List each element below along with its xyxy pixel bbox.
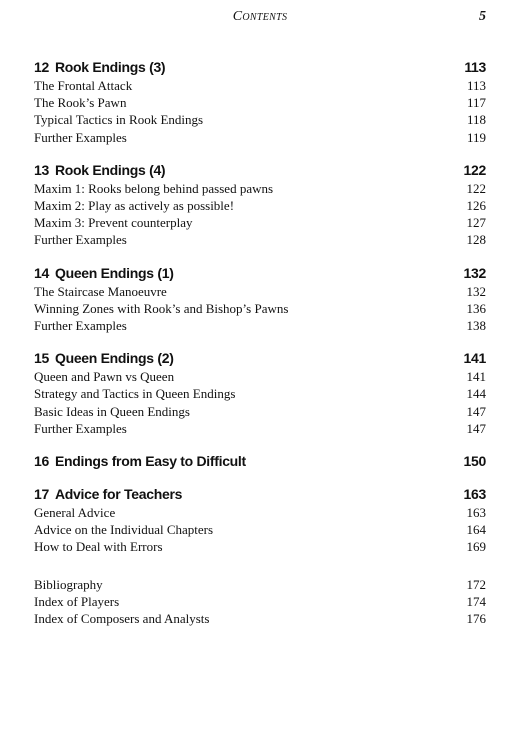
- chapter-page: 141: [463, 350, 486, 367]
- entry-title: Maxim 1: Rooks belong behind passed pawns: [34, 180, 274, 196]
- toc-entry[interactable]: [34, 77, 486, 94]
- entry-page: 132: [466, 283, 486, 299]
- running-header: [34, 9, 486, 29]
- entry-title: Index of Composers and Analysts: [34, 611, 210, 627]
- chapter-heading[interactable]: [34, 58, 486, 77]
- chapter-title: Advice for Teachers: [54, 486, 183, 503]
- toc-entry[interactable]: [34, 197, 486, 214]
- header-title: Contents: [232, 9, 288, 24]
- chapter-number: 13: [34, 161, 49, 178]
- chapter-heading[interactable]: [34, 161, 486, 180]
- header-page-number: 5: [479, 9, 486, 24]
- entry-page: 136: [466, 300, 486, 316]
- toc-entry[interactable]: [34, 504, 486, 521]
- entry-page: 126: [466, 198, 486, 214]
- entry-title: Further Examples: [34, 318, 127, 334]
- entry-title: General Advice: [34, 505, 116, 521]
- toc-chapter: [34, 58, 486, 146]
- entry-page: 141: [466, 369, 486, 385]
- entry-title: Maxim 3: Prevent counterplay: [34, 215, 193, 231]
- toc-chapter: [34, 161, 486, 249]
- entry-page: 113: [466, 78, 486, 93]
- entry-page: 147: [466, 420, 486, 436]
- entry-title: The Rook’s Pawn: [34, 95, 127, 111]
- chapter-heading[interactable]: [34, 485, 486, 504]
- chapter-page: 113: [464, 59, 486, 75]
- toc-chapter: [34, 349, 486, 437]
- toc-backmatter: [34, 576, 486, 628]
- toc-entry[interactable]: [34, 300, 486, 317]
- entry-title: Further Examples: [34, 420, 127, 436]
- toc-entry[interactable]: [34, 610, 486, 627]
- entry-page: 138: [466, 318, 486, 334]
- chapter-number: 16: [34, 453, 49, 470]
- chapter-title: Endings from Easy to Difficult: [54, 453, 246, 470]
- entry-page: 122: [466, 180, 486, 196]
- chapter-page: 122: [463, 161, 486, 178]
- entry-page: 172: [466, 576, 486, 592]
- toc-chapter: [34, 264, 486, 335]
- toc-entry[interactable]: [34, 420, 486, 437]
- toc-entry[interactable]: [34, 593, 486, 610]
- entry-page: 176: [466, 611, 486, 627]
- entry-title: Maxim 2: Play as actively as possible!: [34, 198, 235, 214]
- chapter-heading[interactable]: [34, 452, 486, 471]
- chapter-title: Queen Endings (2): [54, 350, 174, 367]
- toc-entry[interactable]: [34, 521, 486, 538]
- entry-page: 128: [466, 232, 486, 248]
- entry-title: How to Deal with Errors: [34, 539, 163, 555]
- chapter-title: Rook Endings (3): [54, 59, 166, 75]
- entry-title: Winning Zones with Rook’s and Bishop’s Pawns: [34, 300, 289, 316]
- entry-page: 174: [466, 593, 486, 609]
- entry-page: 169: [466, 539, 486, 555]
- toc-chapter: [34, 452, 486, 471]
- toc-entry[interactable]: [34, 403, 486, 420]
- entry-title: The Staircase Manoeuvre: [34, 283, 167, 299]
- toc-entry[interactable]: [34, 538, 486, 555]
- chapter-number: 15: [34, 350, 49, 367]
- chapter-title: Rook Endings (4): [54, 161, 166, 178]
- chapter-page: 150: [463, 453, 486, 470]
- entry-title: Strategy and Tactics in Queen Endings: [34, 386, 236, 402]
- entry-page: 118: [466, 112, 486, 128]
- entry-title: Further Examples: [34, 129, 127, 145]
- toc-entry[interactable]: [34, 111, 486, 128]
- chapter-heading[interactable]: [34, 349, 486, 368]
- entry-title: The Frontal Attack: [34, 78, 133, 93]
- chapter-number: 17: [34, 486, 49, 503]
- entry-title: Bibliography: [34, 576, 103, 592]
- toc-entry[interactable]: [34, 231, 486, 248]
- entry-page: 144: [466, 386, 486, 402]
- toc-entry[interactable]: [34, 94, 486, 111]
- chapter-heading[interactable]: [34, 264, 486, 283]
- toc-chapter: [34, 485, 486, 556]
- entry-page: 127: [466, 215, 486, 231]
- entry-title: Typical Tactics in Rook Endings: [34, 112, 204, 128]
- chapter-number: 12: [34, 59, 49, 75]
- entry-title: Advice on the Individual Chapters: [34, 522, 214, 538]
- toc-entry[interactable]: [34, 385, 486, 402]
- toc-entry[interactable]: [34, 214, 486, 231]
- entry-page: 163: [466, 505, 486, 521]
- toc-entry[interactable]: [34, 180, 486, 197]
- entry-title: Further Examples: [34, 232, 127, 248]
- toc-entry[interactable]: [34, 368, 486, 385]
- entry-title: Index of Players: [34, 593, 120, 609]
- table-of-contents: [34, 58, 486, 627]
- entry-page: 147: [466, 403, 486, 419]
- toc-entry[interactable]: [34, 129, 486, 146]
- chapter-page: 163: [463, 486, 486, 503]
- toc-entry[interactable]: [34, 317, 486, 334]
- entry-title: Queen and Pawn vs Queen: [34, 369, 175, 385]
- entry-title: Basic Ideas in Queen Endings: [34, 403, 190, 419]
- entry-page: 117: [466, 95, 486, 111]
- toc-entry[interactable]: [34, 283, 486, 300]
- chapter-page: 132: [463, 264, 486, 281]
- entry-page: 119: [466, 129, 486, 145]
- toc-entry[interactable]: [34, 576, 486, 593]
- chapter-number: 14: [34, 264, 49, 281]
- chapter-title: Queen Endings (1): [54, 264, 174, 281]
- entry-page: 164: [466, 522, 486, 538]
